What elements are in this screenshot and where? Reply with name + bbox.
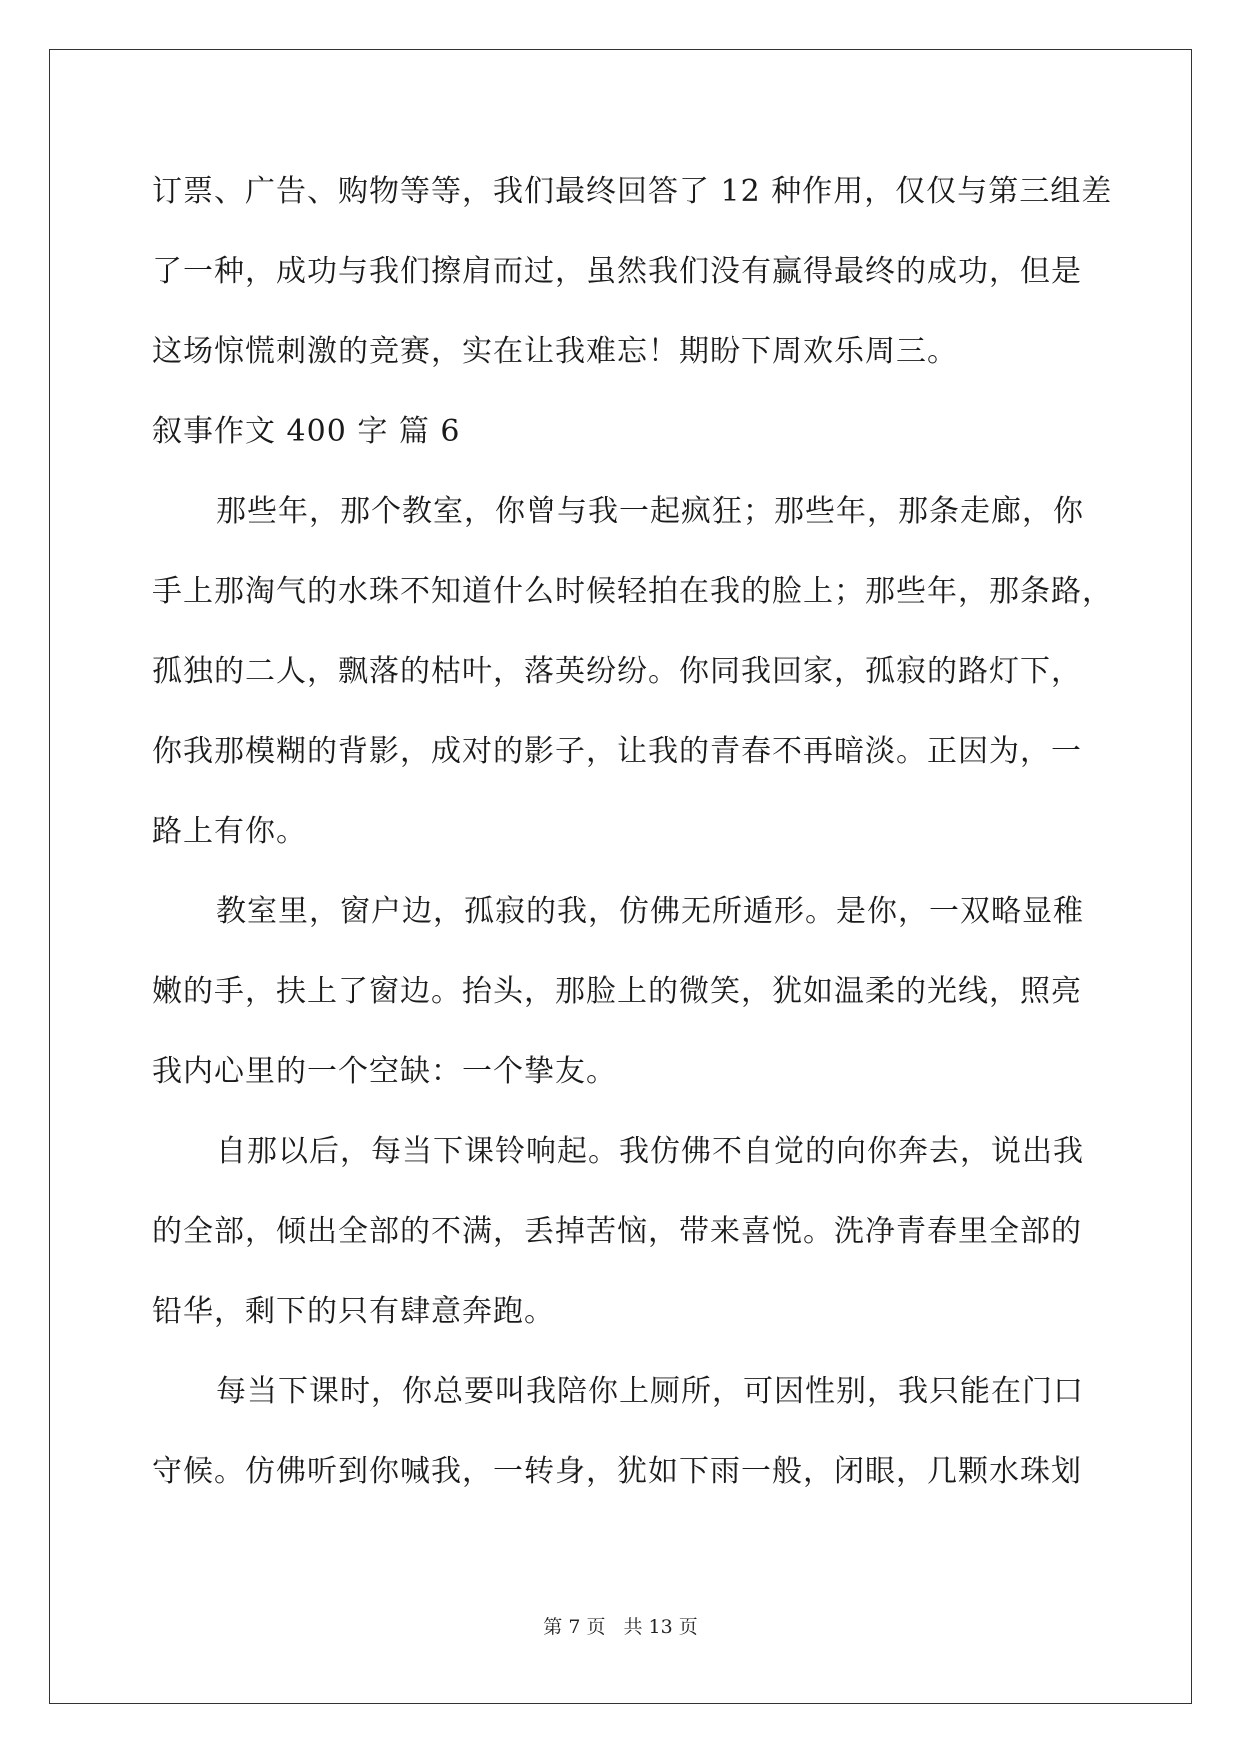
paragraph-first-line: 那些年，那个教室，你曾与我一起疯狂；那些年，那条走廊，你 <box>216 494 1084 529</box>
text-line: 这场惊慌刺激的竞赛，实在让我难忘！期盼下周欢乐周三。 <box>152 334 958 369</box>
text-line: 我内心里的一个空缺：一个挚友。 <box>152 1054 617 1089</box>
section-heading: 叙事作文 400 字 篇 6 <box>152 414 461 449</box>
text-line: 了一种，成功与我们擦肩而过，虽然我们没有赢得最终的成功，但是 <box>152 254 1082 289</box>
text-line: 嫩的手，扶上了窗边。抬头，那脸上的微笑，犹如温柔的光线，照亮 <box>152 974 1082 1009</box>
text-line: 孤独的二人，飘落的枯叶，落英纷纷。你同我回家，孤寂的路灯下， <box>152 654 1082 689</box>
text-line: 路上有你。 <box>152 814 307 849</box>
page-number: 第 7 页 <box>543 1616 606 1638</box>
text-line: 的全部，倾出全部的不满，丢掉苦恼，带来喜悦。洗净青春里全部的 <box>152 1214 1082 1249</box>
text-line: 订票、广告、购物等等，我们最终回答了 12 种作用，仅仅与第三组差 <box>152 174 1113 209</box>
page-footer <box>0 1612 1241 1639</box>
paragraph-first-line: 每当下课时，你总要叫我陪你上厕所，可因性别，我只能在门口 <box>216 1374 1084 1409</box>
page-total: 共 13 页 <box>623 1616 698 1638</box>
text-line: 守候。仿佛听到你喊我，一转身，犹如下雨一般，闭眼，几颗水珠划 <box>152 1454 1082 1489</box>
text-line: 手上那淘气的水珠不知道什么时候轻拍在我的脸上；那些年，那条路， <box>152 574 1113 609</box>
text-line: 你我那模糊的背影，成对的影子，让我的青春不再暗淡。正因为，一 <box>152 734 1082 769</box>
text-line: 铅华，剩下的只有肆意奔跑。 <box>152 1294 555 1329</box>
paragraph-first-line: 自那以后，每当下课铃响起。我仿佛不自觉的向你奔去，说出我 <box>216 1134 1084 1169</box>
document-body <box>152 168 1113 1528</box>
paragraph-first-line: 教室里，窗户边，孤寂的我，仿佛无所遁形。是你，一双略显稚 <box>216 894 1084 929</box>
